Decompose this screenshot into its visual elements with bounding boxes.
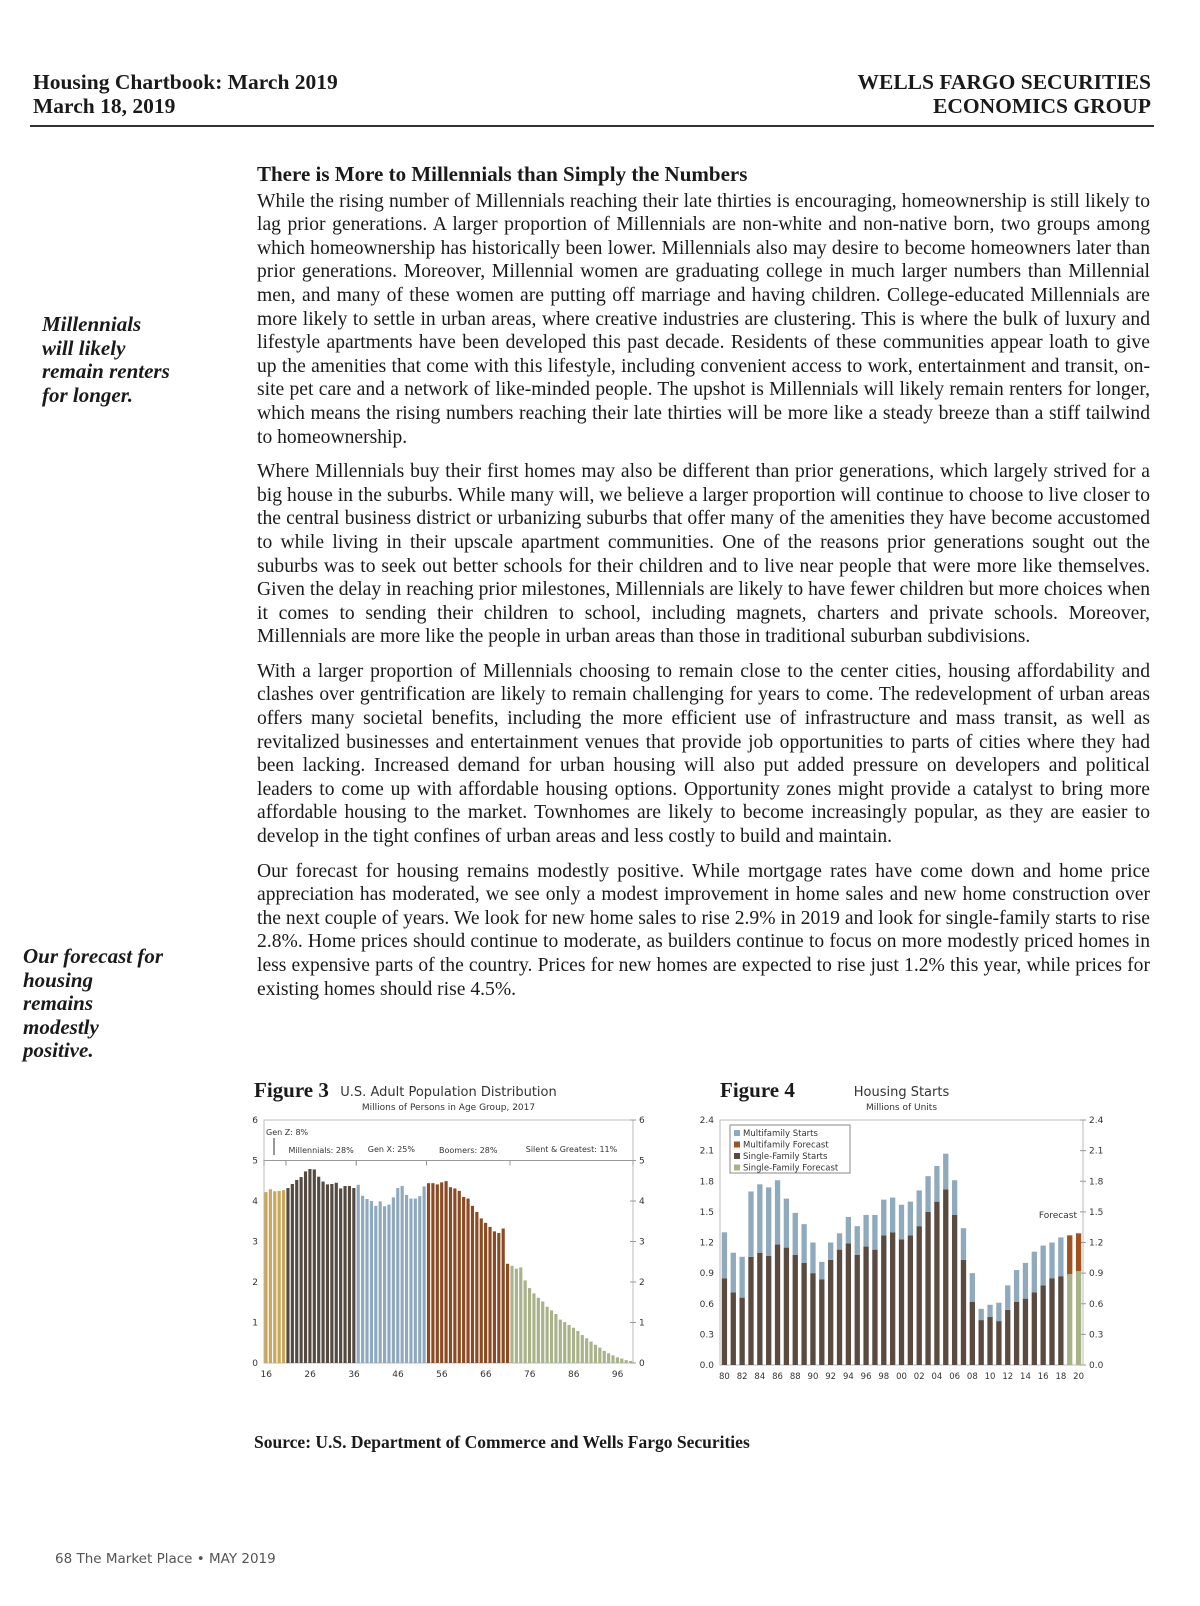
population-bar	[603, 1351, 606, 1363]
population-bar	[317, 1177, 320, 1363]
population-bar	[418, 1196, 421, 1363]
y-tick-label-left: 3	[252, 1237, 258, 1248]
legend-label: Multifamily Starts	[743, 1129, 818, 1139]
population-bar	[414, 1199, 417, 1363]
single-family-bar	[739, 1298, 744, 1365]
x-tick-label: 16	[1037, 1372, 1049, 1382]
population-bar	[392, 1197, 395, 1363]
population-bar	[510, 1266, 513, 1363]
x-tick-label: 06	[949, 1372, 961, 1382]
population-bar	[427, 1183, 430, 1363]
population-bar	[589, 1342, 592, 1363]
population-bar	[357, 1185, 360, 1363]
single-family-bar	[987, 1317, 992, 1365]
x-tick-label: 18	[1055, 1372, 1067, 1382]
single-family-bar	[775, 1245, 780, 1365]
x-tick-label: 80	[719, 1372, 730, 1382]
sidenote-millennials: Millennials will likely remain renters for longer.	[42, 312, 170, 407]
multifamily-bar	[748, 1191, 753, 1256]
multifamily-bar	[881, 1200, 886, 1236]
x-tick-label: 98	[878, 1372, 890, 1382]
population-bar	[466, 1199, 469, 1363]
multifamily-bar	[775, 1180, 780, 1244]
single-family-bar	[890, 1232, 895, 1365]
single-family-bar	[863, 1247, 868, 1365]
multifamily-bar	[908, 1202, 913, 1236]
single-family-bar	[810, 1273, 815, 1365]
article-body	[257, 163, 1150, 1012]
population-bar	[532, 1293, 535, 1363]
y-tick-label-left: 4	[252, 1197, 258, 1207]
population-bar	[396, 1188, 399, 1363]
paragraph: Where Millennials buy their first homes may also be different than prior generations, which largely strived for a big house in the suburbs. While many will, we believe a larger proportion will continue to choose to live closer to the central business district or urbanizing suburbs that offer many of the amenities they have become accustomed to while living in their upscale apartment communities. One of the reasons prior generations sought out the suburbs was to seek out better schools for their children and to live near people that were more like themselves. Given the delay in reaching prior milestones, Millennials are likely to have fewer children but more choices when it comes to sending their children to school, including magnets, charters and private schools. Moreover, Millennials are more like the people in urban areas than those in traditional suburban subdivisions.	[257, 461, 1150, 648]
x-tick-label: 82	[736, 1372, 748, 1382]
generation-label: Gen X: 25%	[367, 1145, 416, 1154]
y-tick-label-left: 0.3	[699, 1330, 714, 1341]
population-bar	[436, 1184, 439, 1363]
population-bar	[365, 1199, 368, 1363]
x-tick-label: 10	[984, 1372, 996, 1382]
legend-swatch	[734, 1142, 740, 1148]
single-family-bar	[925, 1212, 930, 1365]
population-bar	[278, 1191, 281, 1363]
multifamily-bar	[855, 1226, 860, 1255]
x-tick-label: 86	[567, 1370, 580, 1380]
single-family-bar	[961, 1260, 966, 1365]
population-bar	[554, 1314, 557, 1363]
single-family-bar	[1014, 1302, 1019, 1365]
population-bar	[502, 1229, 505, 1363]
report-date: March 18, 2019	[33, 94, 176, 118]
population-bar	[515, 1269, 518, 1363]
legend-label: Single-Family Forecast	[743, 1163, 839, 1174]
y-tick-label-right: 2	[639, 1278, 645, 1288]
population-bar	[462, 1197, 465, 1363]
y-tick-label-left: 1.2	[699, 1238, 714, 1249]
y-tick-label-right: 0.6	[1089, 1299, 1104, 1310]
population-bar	[335, 1183, 338, 1363]
single-family-bar	[1067, 1274, 1072, 1365]
single-family-bar	[996, 1321, 1001, 1365]
legend-swatch	[734, 1165, 740, 1171]
population-bar	[568, 1325, 571, 1363]
single-family-bar	[828, 1260, 833, 1365]
single-family-bar	[837, 1250, 842, 1365]
x-tick-label: 04	[931, 1372, 943, 1382]
single-family-bar	[793, 1255, 798, 1365]
forecast-annotation: Forecast	[1038, 1211, 1077, 1221]
multifamily-bar	[961, 1228, 966, 1260]
population-bar	[423, 1186, 426, 1363]
header-left	[33, 70, 338, 118]
y-tick-label-right: 0.0	[1089, 1361, 1104, 1371]
org-group: ECONOMICS GROUP	[933, 94, 1151, 118]
chart-subtitle: Millions of Persons in Age Group, 2017	[361, 1103, 536, 1113]
population-bar	[572, 1328, 575, 1363]
population-bar	[519, 1267, 522, 1363]
multifamily-bar	[757, 1184, 762, 1252]
single-family-bar	[757, 1253, 762, 1365]
multifamily-bar	[1076, 1233, 1081, 1271]
y-tick-label-left: 0.9	[699, 1269, 714, 1280]
population-bar	[300, 1177, 303, 1363]
generation-bracket	[264, 1161, 286, 1166]
generation-bracket	[356, 1161, 426, 1166]
y-tick-label-right: 3	[639, 1237, 645, 1248]
y-tick-label-right: 1.2	[1089, 1238, 1104, 1249]
multifamily-bar	[819, 1262, 824, 1279]
multifamily-bar	[828, 1243, 833, 1260]
population-bar	[475, 1212, 478, 1363]
population-bar	[581, 1335, 584, 1363]
page-footer: 68 The Market Place • MAY 2019	[55, 1551, 276, 1567]
single-family-bar	[952, 1215, 957, 1365]
x-tick-label: 86	[772, 1372, 783, 1382]
y-tick-label-left: 0	[252, 1359, 258, 1369]
multifamily-bar	[1005, 1285, 1010, 1310]
x-tick-label: 12	[1002, 1372, 1014, 1382]
multifamily-bar	[979, 1309, 984, 1320]
population-bar	[445, 1181, 448, 1363]
population-bar	[620, 1359, 623, 1363]
single-family-bar	[979, 1320, 984, 1365]
population-bar	[537, 1298, 540, 1363]
multifamily-bar	[1014, 1270, 1019, 1302]
single-family-bar	[819, 1279, 824, 1365]
population-bar	[379, 1201, 382, 1363]
population-bar	[348, 1186, 351, 1363]
multifamily-bar	[1032, 1252, 1037, 1293]
population-bar	[339, 1188, 342, 1363]
single-family-bar	[899, 1239, 904, 1365]
multifamily-bar	[810, 1243, 815, 1274]
x-tick-label: 90	[807, 1372, 819, 1382]
generation-label: Millennials: 28%	[288, 1146, 354, 1155]
population-bar	[616, 1357, 619, 1363]
single-family-bar	[1023, 1299, 1028, 1365]
x-tick-label: 96	[860, 1372, 872, 1382]
population-bar	[326, 1184, 329, 1363]
multifamily-bar	[801, 1224, 806, 1263]
generation-bracket	[286, 1161, 356, 1166]
population-bar	[330, 1184, 333, 1363]
multifamily-bar	[1041, 1246, 1046, 1286]
population-bar	[431, 1183, 434, 1363]
x-tick-label: 02	[913, 1372, 925, 1382]
x-tick-label: 08	[966, 1372, 978, 1382]
x-tick-label: 92	[825, 1372, 837, 1382]
single-family-bar	[748, 1257, 753, 1365]
population-bar	[322, 1182, 325, 1363]
x-tick-label: 94	[842, 1372, 854, 1382]
single-family-bar	[917, 1226, 922, 1365]
x-tick-label: 14	[1020, 1372, 1031, 1382]
single-family-bar	[881, 1235, 886, 1365]
chart-title: U.S. Adult Population Distribution	[340, 1085, 557, 1100]
population-bar	[493, 1231, 496, 1363]
y-tick-label-right: 0.9	[1089, 1269, 1104, 1280]
multifamily-bar	[952, 1180, 957, 1215]
multifamily-bar	[970, 1273, 975, 1302]
header-right	[857, 70, 1151, 118]
population-bar	[387, 1205, 390, 1363]
y-tick-label-left: 1	[252, 1318, 258, 1329]
generation-label: Silent & Greatest: 11%	[525, 1145, 618, 1154]
y-tick-label-left: 6	[252, 1116, 258, 1126]
y-tick-label-left: 0.6	[699, 1299, 714, 1310]
population-bar	[401, 1186, 404, 1363]
single-family-bar	[846, 1244, 851, 1365]
single-family-bar	[731, 1293, 736, 1365]
population-bar	[282, 1190, 285, 1363]
single-family-bar	[1032, 1293, 1037, 1365]
x-tick-label: 66	[480, 1370, 492, 1380]
x-tick-label: 36	[348, 1370, 360, 1380]
population-bar	[497, 1233, 500, 1363]
multifamily-bar	[1049, 1243, 1054, 1279]
legend-swatch	[734, 1130, 740, 1136]
population-bar	[550, 1310, 553, 1363]
single-family-bar	[1005, 1310, 1010, 1365]
x-tick-label: 96	[611, 1370, 624, 1380]
figure-3-label: Figure 3	[254, 1078, 329, 1102]
multifamily-bar	[837, 1233, 842, 1249]
figure-4-label: Figure 4	[720, 1078, 795, 1102]
legend-swatch	[734, 1153, 740, 1159]
population-bar	[405, 1195, 408, 1363]
generation-label: Boomers: 28%	[439, 1146, 498, 1155]
single-family-bar	[943, 1189, 948, 1365]
x-tick-label: 84	[754, 1372, 766, 1382]
single-family-bar	[801, 1263, 806, 1365]
population-bar	[541, 1301, 544, 1363]
population-bar	[629, 1361, 632, 1363]
legend-label: Single-Family Starts	[743, 1152, 828, 1162]
paragraph: Our forecast for housing remains modestly positive. While mortgage rates have come down and home price appreciation has moderated, we see only a modest improvement in home sales and new home construction over the next couple of years. We look for new home sales to rise 2.9% in 2019 and look for single-family starts to rise 2.8%. Home prices should continue to moderate, as builders continue to focus on more modestly priced homes in less expensive parts of the country. Prices for new homes are expected to rise just 1.2% this year, while prices for existing homes should rise 4.5%.	[257, 860, 1150, 1000]
population-bar	[559, 1320, 562, 1363]
y-tick-label-right: 0	[639, 1359, 645, 1369]
population-bar	[471, 1206, 474, 1363]
population-bar	[611, 1355, 614, 1363]
x-tick-label: 46	[392, 1370, 404, 1380]
org-name: WELLS FARGO SECURITIES	[857, 70, 1151, 94]
y-tick-label-right: 1	[639, 1318, 645, 1329]
population-bar	[352, 1188, 355, 1363]
multifamily-bar	[739, 1257, 744, 1298]
single-family-bar	[1041, 1285, 1046, 1365]
single-family-bar	[908, 1235, 913, 1365]
population-bar	[546, 1307, 549, 1363]
multifamily-bar	[925, 1176, 930, 1212]
population-bar	[625, 1360, 628, 1363]
population-bar	[449, 1187, 452, 1363]
single-family-bar	[1049, 1278, 1054, 1365]
population-bar	[453, 1188, 456, 1363]
single-family-bar	[855, 1255, 860, 1365]
multifamily-bar	[793, 1213, 798, 1255]
population-bar	[528, 1288, 531, 1363]
paragraph: With a larger proportion of Millennials choosing to remain close to the center cities, housing affordability and clashes over gentrification are likely to remain challenging for years to come. The redevelopment of urban areas offers many societal benefits, including the more efficient use of infrastructure and mass transit, as well as revitalized businesses and entertainment venues that provide job opportunities to parts of cities where they had been lacking. Increased demand for urban housing will also put added pressure on developers and political leaders to come up with affordable housing options. Opportunity zones might provide a catalyst to bring more affordable housing to the market. Townhomes are likely to become increasingly popular, as they are easier to develop in the tight confines of urban areas and less costly to build and maintain.	[257, 660, 1150, 848]
single-family-bar	[934, 1202, 939, 1365]
population-bar	[273, 1191, 276, 1363]
x-tick-label: 56	[436, 1370, 448, 1380]
legend-label: Multifamily Forecast	[743, 1140, 829, 1151]
multifamily-bar	[766, 1187, 771, 1255]
generation-bracket	[427, 1161, 510, 1166]
x-tick-label: 00	[896, 1372, 907, 1382]
y-tick-label-left: 1.8	[699, 1177, 714, 1188]
population-bar	[506, 1264, 509, 1363]
population-bar	[291, 1184, 294, 1363]
population-bar	[343, 1186, 346, 1363]
y-tick-label-right: 4	[639, 1197, 645, 1207]
multifamily-bar	[934, 1166, 939, 1202]
population-bar	[264, 1192, 267, 1363]
y-tick-label-left: 1.5	[699, 1207, 714, 1218]
single-family-bar	[722, 1278, 727, 1365]
report-title: Housing Chartbook: March 2019	[33, 70, 338, 94]
multifamily-bar	[731, 1253, 736, 1293]
single-family-bar	[1076, 1271, 1081, 1365]
y-tick-label-left: 2.1	[699, 1146, 714, 1157]
generation-bracket	[510, 1161, 633, 1166]
population-bar	[313, 1169, 316, 1363]
population-bar	[269, 1189, 272, 1363]
population-bar	[484, 1223, 487, 1363]
population-bar	[563, 1322, 566, 1363]
population-bar	[409, 1199, 412, 1363]
x-tick-label: 16	[260, 1370, 272, 1380]
x-tick-label: 26	[304, 1370, 316, 1380]
x-tick-label: 76	[524, 1370, 536, 1380]
y-tick-label-right: 2.1	[1089, 1146, 1104, 1157]
multifamily-bar	[890, 1198, 895, 1233]
multifamily-bar	[987, 1305, 992, 1317]
multifamily-bar	[863, 1215, 868, 1247]
single-family-bar	[766, 1256, 771, 1365]
section-heading: There is More to Millennials than Simply the Numbers	[257, 162, 748, 186]
population-bar	[594, 1345, 597, 1363]
y-tick-label-right: 1.5	[1089, 1207, 1104, 1218]
single-family-bar	[1058, 1276, 1063, 1365]
population-bar	[607, 1353, 610, 1363]
y-tick-label-right: 6	[639, 1116, 645, 1126]
single-family-bar	[970, 1302, 975, 1365]
single-family-bar	[784, 1248, 789, 1365]
multifamily-bar	[996, 1303, 1001, 1321]
multifamily-bar	[872, 1215, 877, 1250]
population-bar	[440, 1182, 443, 1363]
population-bar	[598, 1348, 601, 1363]
multifamily-bar	[1067, 1235, 1072, 1274]
multifamily-bar	[846, 1217, 851, 1244]
source-note: Source: U.S. Department of Commerce and Wells Fargo Securities	[254, 1432, 750, 1452]
y-tick-label-left: 2	[252, 1278, 258, 1288]
y-tick-label-left: 0.0	[699, 1361, 714, 1371]
y-tick-label-right: 5	[639, 1156, 645, 1167]
y-tick-label-left: 5	[252, 1156, 258, 1167]
population-bar	[374, 1206, 377, 1363]
multifamily-bar	[722, 1232, 727, 1278]
population-bar	[295, 1180, 298, 1363]
y-tick-label-right: 1.8	[1089, 1177, 1104, 1188]
sidenote-forecast: Our forecast for housing remains modestly positive.	[23, 944, 163, 1063]
multifamily-bar	[1058, 1237, 1063, 1276]
multifamily-bar	[784, 1199, 789, 1248]
paragraph: While the rising number of Millennials reaching their late thirties is encouraging, homeownership is still likely to lag prior generations. A larger proportion of Millennials are non-white and non-native born, two groups among which homeownership has historically been lower. Millennials also may desire to become homeowners later than prior generations. Moreover, Millennial women are graduating college in much larger numbers than Millennial men, and many of these women are putting off marriage and having children. College-educated Millennials are more likely to settle in urban areas, where creative industries are clustering. This is where the bulk of luxury and lifestyle apartments have been developed this past decade. Residents of these communities appear loath to give up the amenities that come with this lifestyle, including convenient access to work, entertainment and transit, on-site pet care and a network of like-minded people. The upshot is Millennials will likely remain renters for longer, which means the rising numbers reaching their late thirties will be more like a steady breeze than a stiff tailwind to homeownership.	[257, 190, 1150, 448]
multifamily-bar	[1023, 1263, 1028, 1299]
population-bar	[361, 1196, 364, 1363]
population-bar	[488, 1227, 491, 1363]
x-tick-label: 88	[789, 1372, 801, 1382]
y-tick-label-right: 2.4	[1089, 1116, 1104, 1126]
x-tick-label: 20	[1073, 1372, 1084, 1382]
population-bar	[458, 1191, 461, 1363]
population-bar	[286, 1188, 289, 1363]
multifamily-bar	[917, 1190, 922, 1226]
population-bar	[524, 1280, 527, 1363]
single-family-bar	[872, 1250, 877, 1365]
chart-subtitle: Millions of Units	[865, 1103, 938, 1113]
population-bar	[383, 1206, 386, 1363]
chart-title: Housing Starts	[853, 1085, 950, 1100]
generation-label: Gen Z: 8%	[266, 1128, 309, 1137]
y-tick-label-right: 0.3	[1089, 1330, 1104, 1341]
population-bar	[585, 1338, 588, 1363]
population-bar	[370, 1201, 373, 1363]
multifamily-bar	[899, 1205, 904, 1240]
population-bar	[308, 1169, 311, 1363]
header-rule	[30, 125, 1154, 127]
multifamily-bar	[943, 1154, 948, 1190]
y-tick-label-left: 2.4	[699, 1116, 714, 1126]
population-bar	[576, 1331, 579, 1363]
population-bar	[304, 1171, 307, 1363]
population-bar	[480, 1218, 483, 1363]
